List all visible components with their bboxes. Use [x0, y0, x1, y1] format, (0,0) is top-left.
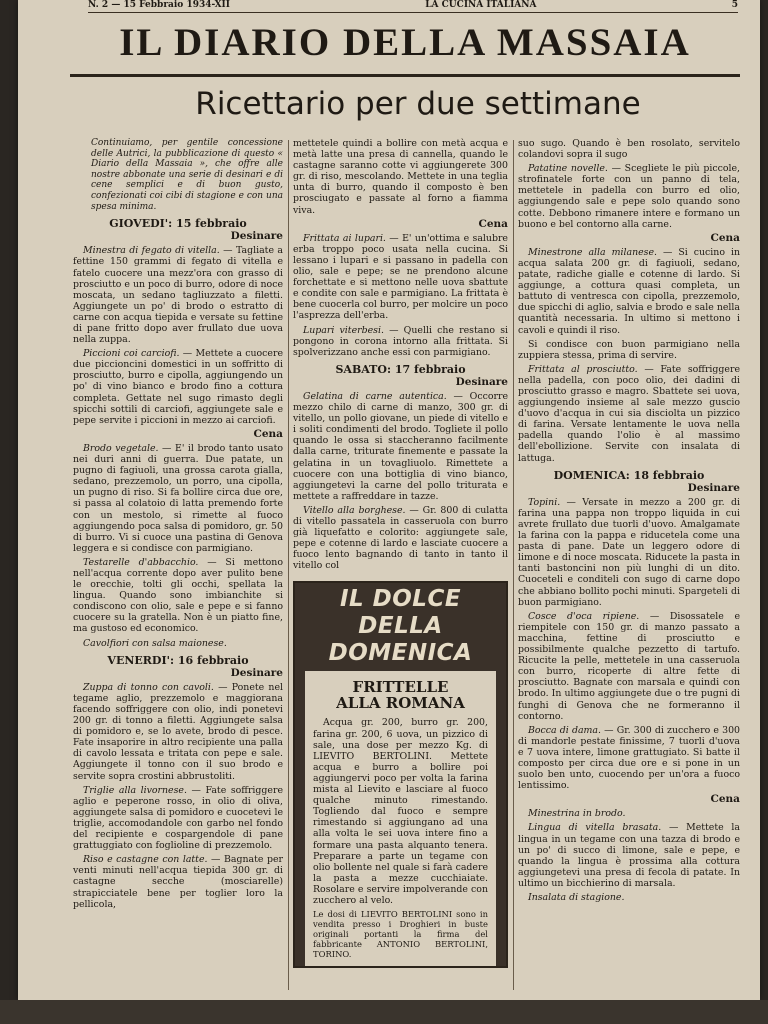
- recipe-title: Patatine novelle.: [528, 163, 608, 175]
- recipe-text: — Si cucino in acqua salata 200 gr. di fagiuoli, sedano, patate, radiche gialle e cotenne di lardo. Si aggiunge, a cottura quasi completa, un battuto di ventresca con cipolla, prezzemolo, due spicchi di aglio, salvia e brodo e sale nella quantità necessaria. In ultimo si mettono i cavoli e quindi il riso.: [518, 246, 740, 336]
- recipe-title: Topini.: [528, 496, 561, 508]
- recipe-text: — Mettete a cuocere due piccioncini domestici in un soffritto di prosciutto, burro e cipolla, aggiungendo un po' di vino bianco e brodo fino a cottura completa. Gettate nel sugo rimasto degli spicchi sottili di carciofi, aggiungete sale e pepe servite i piccioni in mezzo ai carciofi.: [73, 348, 283, 426]
- recipe-text: — E' il brodo tanto usato nei duri anni di guerra. Due patate, un pugno di fagiuoli, una grossa carota gialla, sedano, prezzemolo, un porro, una cipolla, un pugno di riso. Si fa bollire circa due ore, si passa al colatoio di latta premendo forte con un mestolo, si rimette al fuoco aggiungendo poca salsa di pomidoro, gr. 50 di burro. Vi si cuoce una pastina di Genova leggera e si condisce con parmigiano.: [73, 442, 283, 554]
- recipe-text: — E' un'ottima e salubre erba troppo poco usata nella cucina. Si lessano i lupari e si passano in padella con olio, sale e pepe; se ne prendono alcune forchettate e si mettono nelle uova sbattute e condite con sale e parmigiano. La frittata è bene cuocerla col burro, per molcire un poco l'asprezza dell'erba.: [293, 232, 508, 322]
- meal-heading: Desinare: [230, 666, 283, 679]
- day-heading: VENERDI': 16 febbraio: [107, 653, 249, 667]
- intro-text: Continuiamo, per gentile concessione delle Autrici, la pubblicazione di questo « Diario della Massaia », che offre alle nostre abbonate una serie di desinari e di cene semplici e di buon gusto, confezionati coi cibi di stagione e con una spesa minima.: [91, 138, 283, 212]
- recipe-title: Minestra di fegato di vitella.: [83, 245, 220, 257]
- recipe: [293, 505, 508, 572]
- box-body: [305, 671, 496, 966]
- magazine-name: LA CUCINA ITALIANA: [425, 0, 537, 10]
- recipe-text: — Disossatele e riempitele con 150 gr. di manzo passato a macchina, fettine di prosciutto e possibilmente qualche pezzetto di tartufo. Ricucite la pelle, mettetele in una casseruola con burro, ricoperte di altre fette di prosciutto. Bagnate con marsala e quindi con brodo. In ultimo aggiungete due o tre pugni di funghi di Genova che ne formeranno il contorno.: [518, 610, 740, 722]
- recipe-title: Triglie alla livornese.: [83, 784, 187, 796]
- column-3: [518, 138, 740, 992]
- recipe-text: Si condisce con buon parmigiano nella zuppiera stessa, prima di servire.: [518, 338, 740, 361]
- meal-heading: Desinare: [687, 481, 740, 494]
- recipe-text: suo sugo. Quando è ben rosolato, servitelo colandovi sopra il sugo: [518, 138, 740, 161]
- background-surface: [0, 1000, 768, 1024]
- recipe-title: Testarelle d'abbacchio.: [83, 556, 199, 568]
- recipe-text: — Occorre mezzo chilo di carne di manzo, 300 gr. di vitello, un pollo giovane, un piede di vitello e i soliti condimenti del brodo. Togliete il pollo quando le ossa si staccheranno facilmente dalla carne, triturate finemente e passate la gelatina in un tovagliuolo. Rimettete a cuocere con una bottiglia di vino bianco, aggiungetevi la carne del pollo triturata e mettete a raffreddare in tazze.: [293, 390, 508, 502]
- masthead-title: IL DIARIO DELLA MASSAIA: [119, 21, 691, 64]
- recipe-title: Gelatina di carne autentica.: [303, 390, 447, 402]
- recipe: [518, 364, 740, 464]
- day-heading: SABATO: 17 febbraio: [335, 362, 466, 376]
- recipe: [293, 325, 508, 358]
- recipe: [73, 245, 283, 345]
- column-2: [293, 138, 508, 992]
- page-header: [88, 0, 738, 13]
- recipe-title: Zuppa di tonno con cavoli.: [83, 681, 214, 693]
- recipe-title: Minestrina in brodo.: [528, 808, 626, 820]
- recipe-title: Vitello alla borghese.: [303, 504, 406, 516]
- recipe-title: Brodo vegetale.: [83, 442, 159, 454]
- meal-heading: Desinare: [230, 230, 283, 243]
- recipe-text: — Scegliete le più piccole, strofinatele forte con un panno di tela, mettetele in padella con burro ed olio, aggiungendo sale e pepe solo quando sono cotte. Debbono rimanere intere e formano un buono e bel contorno alla carne.: [518, 163, 740, 230]
- box-footer: Le dosi di LIEVITO BERTOLINI sono in vendita presso i Droghieri in buste originali portanti la firma del fabbricante ANTONIO BERTOLINI, TORINO.: [313, 909, 488, 960]
- day-heading: GIOVEDI': 15 febbraio: [109, 217, 247, 231]
- day-heading: DOMENICA: 18 febbraio: [553, 468, 705, 482]
- page-subtitle: Ricettario per due settimane: [195, 86, 641, 122]
- recipe-title: Bocca di dama.: [528, 724, 602, 736]
- recipe-text: — Bagnate per venti minuti nell'acqua tiepida 300 gr. di castagne secche (mosciarelle) strapicciatele bene per toglier loro la pellicola,: [73, 854, 283, 910]
- recipe-title: Lingua di vitella brasata.: [528, 822, 662, 834]
- recipe-text: — Quelli che restano si pongono in corona intorno alla frittata. Si spolverizzano anche essi con parmigiano.: [293, 324, 508, 358]
- box-border-right: [496, 671, 506, 966]
- recipe: [518, 247, 740, 336]
- meal-heading: Cena: [478, 217, 508, 230]
- recipe: [73, 682, 283, 782]
- recipe-text: — Fate soffriggere nella padella, con poco olio, dei dadini di prosciutto grasso e magro. Sbattete sei uova, aggiungendo insieme al sale mezzo guscio d'uovo d'acqua in cui sia disciolta un pizzico di farina. Versate lentamente le uova nella padella quando l'olio è al massimo dell'ebollizione. Servite con insalata di lattuga.: [518, 363, 740, 464]
- box-recipe-title: [313, 679, 488, 711]
- recipe: [518, 611, 740, 722]
- recipe: [73, 348, 283, 426]
- dolce-della-domenica-box: [293, 581, 508, 968]
- recipe-title: Cavolfiori con salsa maionese.: [83, 637, 227, 649]
- column-1: [73, 138, 283, 992]
- recipe: [518, 822, 740, 889]
- column-divider: [513, 140, 514, 990]
- box-title: [295, 583, 506, 671]
- page-number: 5: [731, 0, 738, 10]
- box-title-line: IL DOLCE: [339, 586, 462, 613]
- meal-heading: Cena: [253, 427, 283, 440]
- box-recipe-title-line: ALLA ROMANA: [336, 694, 465, 713]
- issue-date: N. 2 — 15 Febbraio 1934-XII: [88, 0, 230, 10]
- recipe-title: Frittata ai lupari.: [303, 232, 386, 244]
- recipe: [73, 785, 283, 852]
- box-recipe-text: Acqua gr. 200, burro gr. 200, farina gr. 200, 6 uova, un pizzico di sale, una dose per mezzo Kg. di LIEVITO BERTOLINI. Mettete acqua e burro a bollire poi aggiungervi poco per volta la farina mista al Lievito e lasciare al fuoco qualche minuto rimestando. Togliendo dal fuoco e sempre rimestando si aggiungano ad una alla volta le sei uova intere fino a formare una pasta alquanto tenera. Preparare a parte un tegame con olio bollente nel quale si farà cadere la pasta a mezze cucchiaiate. Rosolare e servire impolverande con zucchero al velo.: [313, 717, 488, 906]
- recipe-title: Piccioni coi carciofi.: [83, 348, 180, 360]
- recipe: [73, 854, 283, 909]
- recipe-text: — Si mettono nell'acqua corrente dopo aver pulito bene le orecchie, tolti gli occhi, spellata la lingua. Quando sono imbianchite si condiscono con olio, sale e pepe e si fanno cuocere su la gratella. Non è un piatto fine, ma gustoso ed economico.: [73, 556, 283, 635]
- masthead-rule: [70, 74, 740, 77]
- meal-heading: Desinare: [455, 375, 508, 388]
- recipe-text: — Mettete la lingua in un tegame con una tazza di brodo e un po' di succo di limone, sale e pepe, e quando la lingua è prossima alla cottura aggiungetevi una presa di fecola di patate. In ultimo un bicchierino di marsala.: [518, 822, 740, 889]
- box-border-left: [295, 671, 305, 966]
- box-recipe-title-line: FRITTELLE: [352, 678, 449, 697]
- recipe-title: Lupari viterbesi.: [303, 324, 384, 336]
- recipe-text: — Tagliate a fettine 150 grammi di fegato di vitella e fatelo cuocere una mezz'ora con grasso di prosciutto e un poco di burro, odore di noce moscata, un sedano tagliuzzato a filetti. Aggiungete un po' di brodo o estratto di carne con acqua tiepida e versate su fettine di pane fritto dopo aver frullato due uova nella zuppa.: [73, 245, 283, 346]
- recipe-text: — Versate in mezzo a 200 gr. di farina una pappa non troppo liquida in cui avrete frullato due tuorli d'uovo. Amalgamate la farina con la pappa e riducetela come una pasta di pane. Date un leggero odore di limone e di noce moscata. Riducete la pasta in tanti bastoncini non più lunghi di un dito. Cuoceteli e conditeli con sugo di carne dopo che abbiano bollito pochi minuti. Spargeteli di buon parmigiano.: [518, 496, 740, 608]
- newspaper-page: [18, 0, 760, 1000]
- recipe: [293, 233, 508, 322]
- recipe-text: — Ponete nel tegame aglio, prezzemolo e maggiorana facendo soffriggere con olio, indi ponetevi 200 gr. di tonno a filetti. Aggiungete salsa di pomidoro e, se lo avete, brodo di pesce. Fate insaporire in altro recipiente una palla di cavolo lessata e tritata con pepe e sale. Aggiungete il tonno con il suo brodo e servite sopra crostini abbrustoliti.: [73, 681, 283, 782]
- recipe-title: Frittata al prosciutto.: [528, 363, 638, 375]
- recipe: [293, 391, 508, 502]
- meal-heading: Cena: [710, 793, 740, 806]
- recipe-title: Cosce d'oca ripiene.: [528, 610, 640, 622]
- recipe: [73, 557, 283, 635]
- meal-heading: Cena: [710, 231, 740, 244]
- recipe-title: Riso e castagne con latte.: [83, 854, 208, 866]
- recipe-text: — Gr. 300 di zucchero e 300 di mandorle pestate finissime, 7 tuorli d'uova e 7 uova intere, limone grattugiato. Si batte il composto per circa due ore e si pone in un suolo ben unto, cuocendo per un'ora a fuoco lentissimo.: [518, 724, 740, 792]
- recipe-text: — Fate soffriggere aglio e peperone rosso, in olio di oliva, aggiungete salsa di pomidoro e cuocetevi le triglie, accomodandole con garbo nel fondo del recipiente e cospargendole di pane grattuggiato con foglioline di prezzemolo.: [73, 784, 283, 852]
- recipe-title: Insalata di stagione.: [528, 892, 625, 903]
- column-divider: [288, 140, 289, 990]
- recipe: [518, 725, 740, 792]
- recipe-text: mettetele quindi a bollire con metà acqua e metà latte una presa di cannella, quando le castagne saranno cotte vi aggiungerete 300 gr. di riso, mescolando. Mettete in una teglia unta di burro, quando il composto è ben prosciugato e passate al forno a fiamma viva.: [293, 138, 508, 216]
- recipe: [518, 163, 740, 230]
- recipe: [73, 443, 283, 554]
- recipe-text: — Gr. 800 di culatta di vitello passatela in casseruola con burro già liquefatto e colorito: aggiungete sale, pepe e cotenne di lardo e lasciate cuocere a fuoco lento bagnando di tanto in tanto il vitello col: [293, 504, 508, 572]
- recipe: [518, 497, 740, 608]
- box-title-line: DELLA DOMENICA: [328, 613, 473, 667]
- recipe-title: Minestrone alla milanese.: [528, 246, 658, 258]
- box-content: [295, 671, 506, 966]
